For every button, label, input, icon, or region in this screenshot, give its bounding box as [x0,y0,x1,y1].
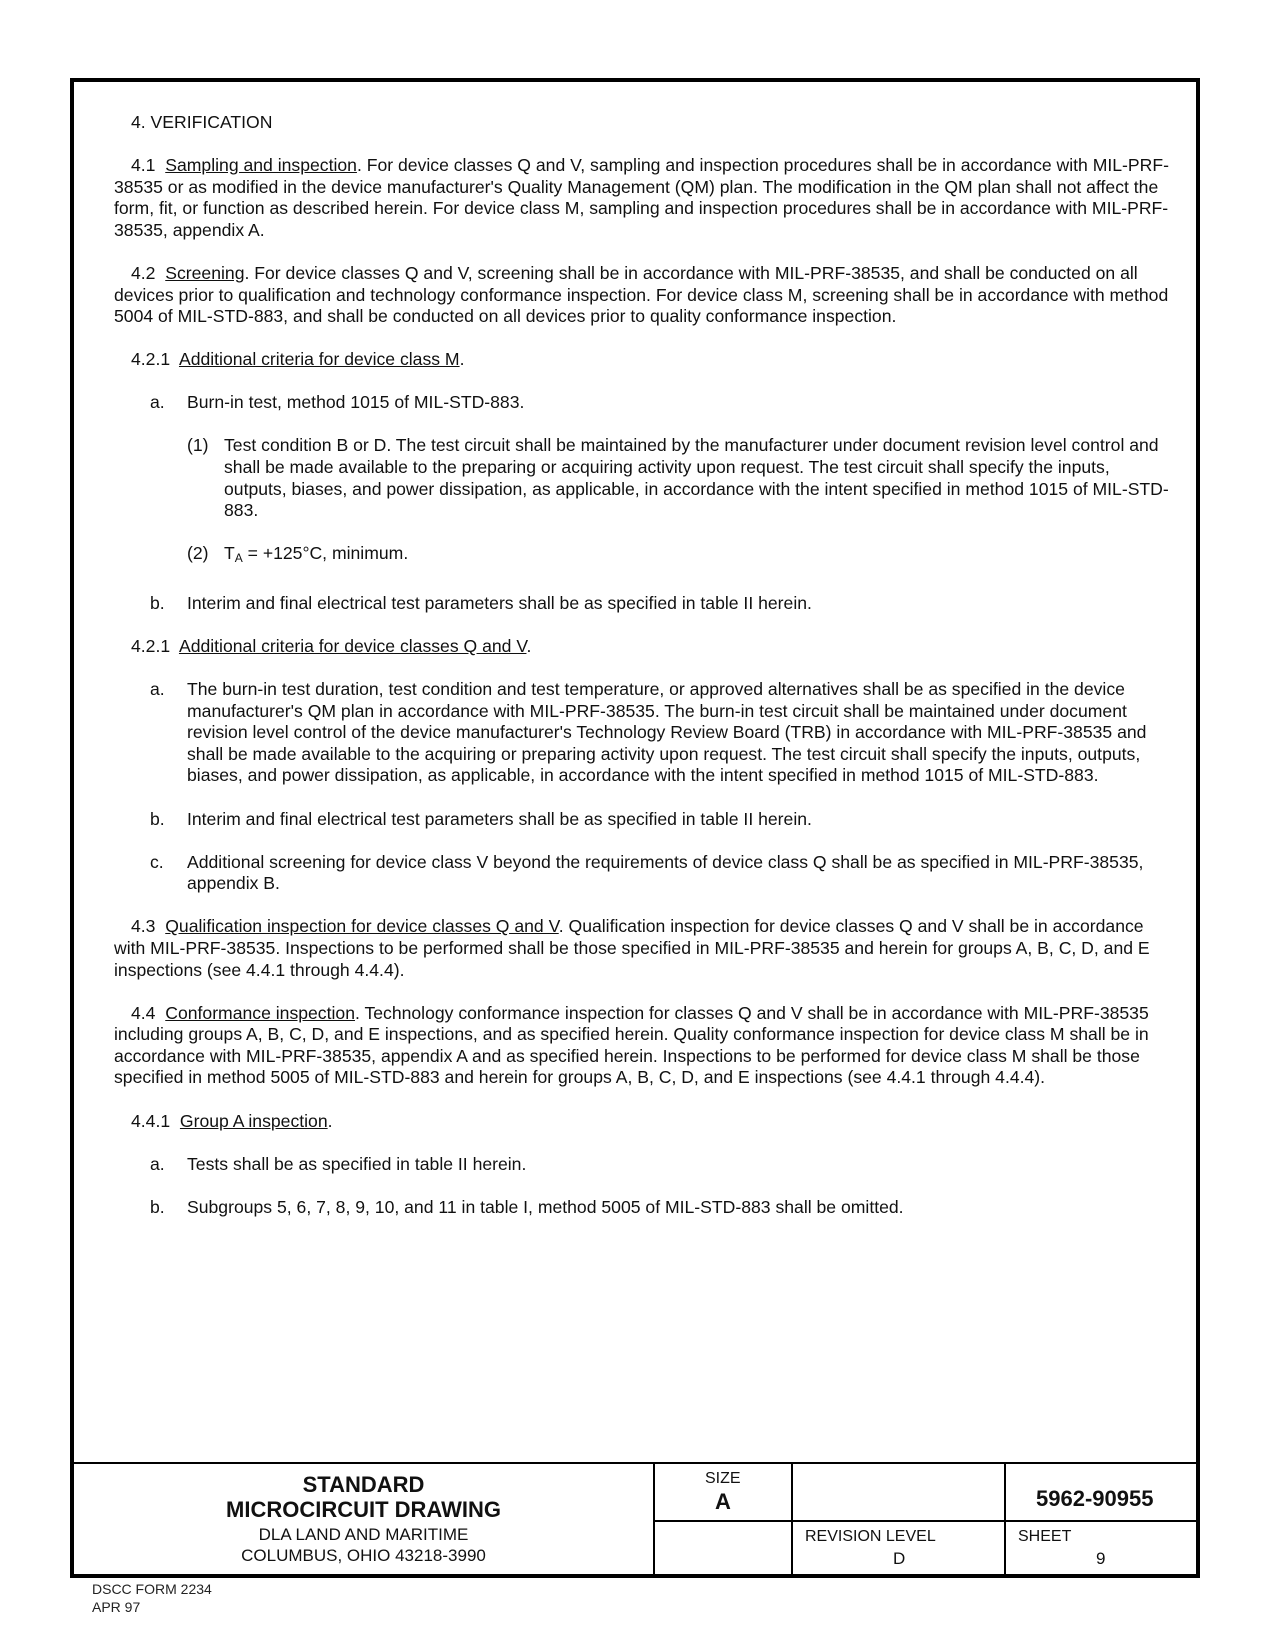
size-label: SIZE [705,1470,741,1487]
paragraph-tail: . [459,349,465,370]
list-label: c. [150,851,164,872]
document-body [114,112,1174,1240]
list-label: a. [150,1153,165,1174]
paragraph-4-2 [114,263,1174,328]
list-text: Burn-in test, method 1015 of MIL-STD-883. [187,392,525,413]
sub-list-label: (1) [187,435,209,456]
list-label: b. [150,1196,165,1217]
paragraph-title: Sampling and inspection [165,155,357,176]
list-label: a. [150,392,165,413]
paragraph-number: 4.2.1 [131,349,171,370]
agency-name: DLA LAND AND MARITIME [258,1525,469,1544]
list-text: The burn-in test duration, test condition and test temperature, or approved alternatives shall be as specified in the device manufacturer's QM plan in accordance with MIL-PRF-38535. The burn-in test circuit shall be maintained under document revision level control of the device manufacturer's Technology Review Board (TRB) in accordance with MIL-PRF-38535 and shall be made available to the acquiring or preparing activity upon request. The test circuit shall specify the inputs, outputs, biases, and power dissipation, as applicable, in accordance with the intent specified in method 1015 of MIL-STD-883. [187,679,1147,786]
paragraph-4-2-1-class-m [131,349,1174,371]
paragraph-title: Additional criteria for device class M [178,349,460,370]
paragraph-number: 4.2.1 [131,636,171,656]
paragraph-tail: . [327,1110,333,1131]
paragraph-text: . Technology conformance inspection for classes Q and V shall be in accordance with MIL-PRF-38535 including groups A, B, C, D, and E inspections, and as specified herein. Quality conformance inspection for device class M shall be in accordance with MIL-PRF-38535, appendix A and as specified herein. Inspections to be performed for device class M shall be those specified in method 5005 of MIL-STD-883 and herein for groups A, B, C, D, and E inspections (see 4.4.1 through 4.4.4). [114,1002,1149,1088]
list-item [114,1154,1174,1176]
paragraph-text: . Qualification inspection for device classes Q and V shall be in accordance with MIL-PRF-38535. Inspections to be performed shall be those specified in MIL-PRF-38535 and herein for groups A, B, C, D, and E inspections (see 4.4.1 through 4.4.4). [114,916,1150,980]
title-block-divider [655,1520,1196,1522]
paragraph-number: 4.1 [131,155,156,176]
list-text: Tests shall be as specified in table II herein. [187,1153,527,1174]
list-text: Subgroups 5, 6, 7, 8, 9, 10, and 11 in table I, method 5005 of MIL-STD-883 shall be omitted. [187,1196,904,1217]
title-microcircuit-drawing: MICROCIRCUIT DRAWING [226,1497,501,1522]
form-number: DSCC FORM 2234 [92,1581,212,1597]
list-text: Interim and final electrical test parameters shall be as specified in table II herein. [187,592,812,613]
paragraph-title: Screening [165,262,245,283]
list-text: Interim and final electrical test parameters shall be as specified in table II herein. [187,808,812,829]
paragraph-tail: . [526,636,532,656]
sheet-value: 9 [1096,1549,1106,1568]
form-date: APR 97 [92,1599,141,1615]
form-identifier [92,1580,212,1616]
paragraph-title: Qualification inspection for device classes Q and V [165,916,559,937]
sub-list-item [114,543,1174,567]
list-item [114,1197,1174,1219]
temperature-symbol: T [224,543,235,564]
paragraph-number: 4.4 [131,1002,156,1023]
agency-address: COLUMBUS, OHIO 43218-3990 [241,1546,486,1565]
revision-value: D [893,1549,906,1568]
paragraph-number: 4.2 [131,262,156,283]
list-text: Additional screening for device class V beyond the requirements of device class Q shall be as specified in MIL-PRF-38535, appendix B. [187,851,1144,894]
list-label: b. [150,592,165,613]
paragraph-text: . For device classes Q and V, screening shall be in accordance with MIL-PRF-38535, and shall be conducted on all devices prior to qualification and technology conformance inspection. For device class M, screening shall be in accordance with method 5004 of MIL-STD-883, and shall be conducted on all devices prior to quality conformance inspection. [114,262,1169,327]
paragraph-text: . For device classes Q and V, sampling and inspection procedures shall be in accordance with MIL-PRF-38535 or as modified in the device manufacturer's Quality Management (QM) plan. The modification in the QM plan shall not affect the form, fit, or function as described herein. For device class M, sampling and inspection procedures shall be in accordance with MIL-PRF-38535, appendix A. [114,155,1169,240]
list-label: a. [150,679,165,700]
paragraph-title: Conformance inspection [165,1002,355,1023]
paragraph-number: 4.4.1 [131,1110,171,1131]
paragraph-title: Group A inspection [179,1110,328,1131]
paragraph-4-4-1 [131,1111,1174,1133]
list-item [114,809,1174,831]
temperature-subscript: A [234,551,243,566]
drawing-frame [70,78,1200,1578]
paragraph-title: Additional criteria for device classes Q and V [178,636,527,656]
list-item [114,593,1174,615]
sub-list-item [114,435,1174,521]
sub-list-label: (2) [187,543,209,564]
paragraph-number: 4.3 [131,916,156,937]
list-item [114,392,1174,414]
sub-list-text: Test condition B or D. The test circuit shall be maintained by the manufacturer under document revision level control and shall be made available to the preparing or acquiring activity upon request. The test circuit shall specify the inputs, outputs, biases, and power dissipation, as applicable, in accordance with the intent specified in method 1015 of MIL-STD-883. [224,435,1169,521]
size-value: A [715,1489,731,1514]
drawing-number: 5962-90955 [1036,1486,1154,1511]
paragraph-4-2-1-class-q-v [131,636,1174,658]
paragraph-4-4 [114,1003,1174,1089]
revision-label: REVISION LEVEL [805,1528,936,1545]
list-label: b. [150,808,165,829]
list-item [114,679,1174,787]
sub-list-text: = +125°C, minimum. [242,543,409,564]
paragraph-4-3 [114,916,1174,981]
list-item [114,852,1174,895]
paragraph-4-1 [114,155,1174,241]
title-block [74,1462,1196,1576]
sheet-label: SHEET [1018,1528,1072,1545]
title-block-agency [74,1464,655,1576]
section-heading: 4. VERIFICATION [131,112,273,132]
title-standard: STANDARD [302,1472,425,1497]
